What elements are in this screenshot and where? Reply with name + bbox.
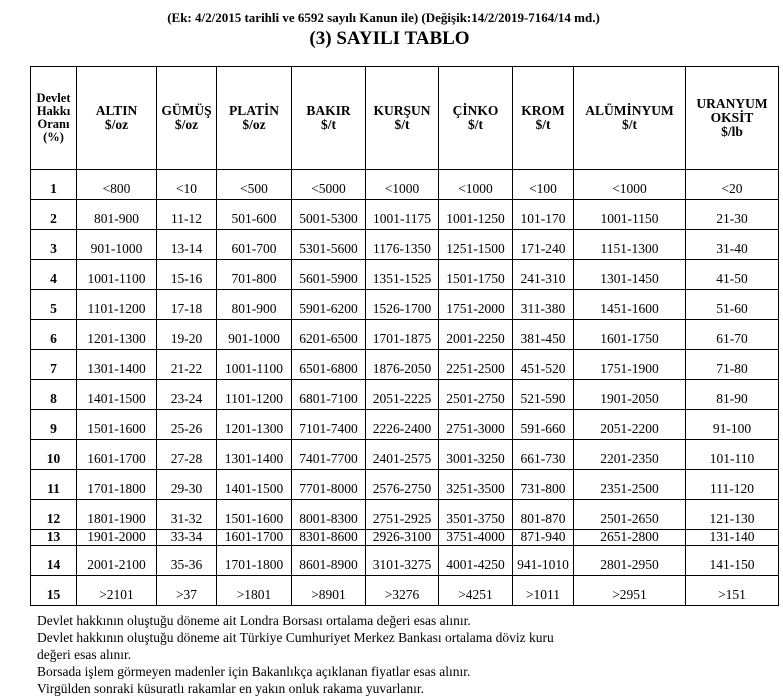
price-range-cell: 1301-1400: [217, 440, 292, 470]
price-range-cell: 3501-3750: [439, 500, 513, 530]
column-name: BAKIR: [306, 102, 351, 118]
price-range-cell: 451-520: [513, 350, 574, 380]
footnote: Devlet hakkının oluştuğu döneme ait Londra Borsası ortalama değeri esas alınır.: [37, 613, 471, 628]
price-range-cell: 7701-8000: [292, 470, 366, 500]
price-range-cell: 1201-1300: [77, 320, 157, 350]
price-range-cell: <500: [217, 170, 292, 200]
price-range-cell: 19-20: [157, 320, 217, 350]
table-row: [31, 546, 779, 576]
table-row: [31, 350, 779, 380]
price-range-cell: 2576-2750: [366, 470, 439, 500]
price-range-cell: 81-90: [686, 380, 779, 410]
price-range-cell: 4001-4250: [439, 546, 513, 576]
table-row: [31, 170, 779, 200]
price-range-cell: >151: [686, 576, 779, 606]
price-range-cell: <1000: [366, 170, 439, 200]
price-range-cell: <1000: [439, 170, 513, 200]
rate-cell: 8: [31, 380, 77, 410]
price-range-cell: 1751-1900: [574, 350, 686, 380]
rate-cell: 13: [31, 530, 77, 546]
footnote: Devlet hakkının oluştuğu döneme ait Türkiye Cumhuriyet Merkez Bankası ortalama döviz kuru: [37, 630, 554, 645]
price-range-cell: 2926-3100: [366, 530, 439, 546]
price-range-cell: 1901-2000: [77, 530, 157, 546]
column-unit: $/t: [468, 117, 483, 132]
price-range-cell: 801-900: [217, 290, 292, 320]
price-range-cell: <10: [157, 170, 217, 200]
column-unit: $/t: [394, 117, 410, 132]
price-range-cell: 13-14: [157, 230, 217, 260]
price-range-cell: 2751-2925: [366, 500, 439, 530]
column-name: URANYUM OKSİT: [696, 95, 768, 125]
price-range-cell: 941-1010: [513, 546, 574, 576]
price-range-cell: 5001-5300: [292, 200, 366, 230]
price-range-cell: >8901: [292, 576, 366, 606]
price-range-cell: 101-170: [513, 200, 574, 230]
price-range-cell: 501-600: [217, 200, 292, 230]
column-name: PLATİN: [228, 102, 279, 118]
price-range-cell: 23-24: [157, 380, 217, 410]
royalty-rate-table: [30, 66, 779, 606]
price-range-cell: 2751-3000: [439, 410, 513, 440]
price-range-cell: 1701-1800: [77, 470, 157, 500]
price-range-cell: 6501-6800: [292, 350, 366, 380]
footnote: değeri esas alınır.: [37, 647, 132, 662]
price-range-cell: 3001-3250: [439, 440, 513, 470]
table-row: [31, 200, 779, 230]
column-name: KROM: [521, 102, 565, 118]
price-range-cell: >2951: [574, 576, 686, 606]
price-range-cell: 2001-2100: [77, 546, 157, 576]
rate-cell: 6: [31, 320, 77, 350]
table-row: [31, 410, 779, 440]
rate-cell: 11: [31, 470, 77, 500]
price-range-cell: 1451-1600: [574, 290, 686, 320]
price-range-cell: 1001-1100: [77, 260, 157, 290]
price-range-cell: <1000: [574, 170, 686, 200]
column-unit: $/t: [622, 117, 637, 132]
price-range-cell: 31-40: [686, 230, 779, 260]
column-unit: $/oz: [174, 117, 199, 132]
price-range-cell: 1701-1800: [217, 546, 292, 576]
table-row: [31, 230, 779, 260]
footnote: Virgülden sonraki küsuratlı rakamlar en yakın onluk rakama yuvarlanır.: [37, 681, 424, 696]
price-range-cell: 901-1000: [77, 230, 157, 260]
column-header-silver: [157, 67, 217, 170]
price-range-cell: 2226-2400: [366, 410, 439, 440]
price-range-cell: 41-50: [686, 260, 779, 290]
rate-cell: 3: [31, 230, 77, 260]
price-range-cell: 7101-7400: [292, 410, 366, 440]
price-range-cell: 7401-7700: [292, 440, 366, 470]
price-range-cell: 35-36: [157, 546, 217, 576]
price-range-cell: 2351-2500: [574, 470, 686, 500]
price-range-cell: 21-30: [686, 200, 779, 230]
price-range-cell: <5000: [292, 170, 366, 200]
price-range-cell: >2101: [77, 576, 157, 606]
rate-cell: 1: [31, 170, 77, 200]
price-range-cell: 381-450: [513, 320, 574, 350]
price-range-cell: 1301-1400: [77, 350, 157, 380]
price-range-cell: 2501-2750: [439, 380, 513, 410]
table-row: [31, 260, 779, 290]
price-range-cell: 1526-1700: [366, 290, 439, 320]
price-range-cell: 1001-1100: [217, 350, 292, 380]
footnote: Borsada işlem görmeyen madenler için Bakanlıkça açıklanan fiyatlar esas alınır.: [37, 664, 471, 679]
page-title: (3) SAYILI TABLO: [309, 28, 470, 49]
table-row: [31, 290, 779, 320]
rate-cell: 7: [31, 350, 77, 380]
price-range-cell: 801-900: [77, 200, 157, 230]
column-name: ALTIN: [95, 102, 138, 118]
rate-cell: 14: [31, 546, 77, 576]
column-name: GÜMÜŞ: [161, 102, 212, 118]
price-range-cell: 91-100: [686, 410, 779, 440]
column-header-chrome: [513, 67, 574, 170]
column-unit: $/t: [321, 117, 336, 132]
price-range-cell: 2001-2250: [439, 320, 513, 350]
price-range-cell: 1001-1175: [366, 200, 439, 230]
column-header-rate: [31, 67, 77, 170]
price-range-cell: 601-700: [217, 230, 292, 260]
price-range-cell: 1501-1750: [439, 260, 513, 290]
price-range-cell: 2651-2800: [574, 530, 686, 546]
price-range-cell: 71-80: [686, 350, 779, 380]
rate-cell: 5: [31, 290, 77, 320]
price-range-cell: 5901-6200: [292, 290, 366, 320]
table-row: [31, 500, 779, 530]
price-range-cell: 5601-5900: [292, 260, 366, 290]
rate-cell: 10: [31, 440, 77, 470]
price-range-cell: 61-70: [686, 320, 779, 350]
column-name: Devlet Hakkı Oranı: [36, 90, 71, 131]
column-unit: $/oz: [104, 117, 129, 132]
price-range-cell: 661-730: [513, 440, 574, 470]
column-name: ÇİNKO: [452, 102, 499, 118]
rate-cell: 15: [31, 576, 77, 606]
price-range-cell: 801-870: [513, 500, 574, 530]
column-header-platinum: [217, 67, 292, 170]
price-range-cell: 3751-4000: [439, 530, 513, 546]
price-range-cell: 1601-1700: [217, 530, 292, 546]
price-range-cell: 311-380: [513, 290, 574, 320]
price-range-cell: 17-18: [157, 290, 217, 320]
price-range-cell: 1101-1200: [217, 380, 292, 410]
price-range-cell: 1701-1875: [366, 320, 439, 350]
price-range-cell: 21-22: [157, 350, 217, 380]
price-range-cell: 111-120: [686, 470, 779, 500]
price-range-cell: 1601-1700: [77, 440, 157, 470]
price-range-cell: 2801-2950: [574, 546, 686, 576]
rate-cell: 12: [31, 500, 77, 530]
price-range-cell: 1501-1600: [77, 410, 157, 440]
price-range-cell: 731-800: [513, 470, 574, 500]
rate-cell: 9: [31, 410, 77, 440]
price-range-cell: 8601-8900: [292, 546, 366, 576]
price-range-cell: 3101-3275: [366, 546, 439, 576]
price-range-cell: 1151-1300: [574, 230, 686, 260]
column-header-uranium-oxide: [686, 67, 779, 170]
price-range-cell: 1601-1750: [574, 320, 686, 350]
price-range-cell: 2501-2650: [574, 500, 686, 530]
price-range-cell: <100: [513, 170, 574, 200]
footnotes: [37, 612, 777, 697]
price-range-cell: 8001-8300: [292, 500, 366, 530]
price-range-cell: 15-16: [157, 260, 217, 290]
price-range-cell: 29-30: [157, 470, 217, 500]
price-range-cell: 521-590: [513, 380, 574, 410]
price-range-cell: 11-12: [157, 200, 217, 230]
price-range-cell: 1301-1450: [574, 260, 686, 290]
price-range-cell: 1251-1500: [439, 230, 513, 260]
price-range-cell: 33-34: [157, 530, 217, 546]
header-row: [31, 67, 779, 170]
price-range-cell: 1351-1525: [366, 260, 439, 290]
price-range-cell: 6201-6500: [292, 320, 366, 350]
price-range-cell: 2401-2575: [366, 440, 439, 470]
price-range-cell: 901-1000: [217, 320, 292, 350]
column-header-gold: [77, 67, 157, 170]
price-range-cell: 1001-1150: [574, 200, 686, 230]
price-range-cell: 2051-2200: [574, 410, 686, 440]
price-range-cell: 8301-8600: [292, 530, 366, 546]
price-range-cell: >37: [157, 576, 217, 606]
price-range-cell: 1901-2050: [574, 380, 686, 410]
price-range-cell: >4251: [439, 576, 513, 606]
price-range-cell: 25-26: [157, 410, 217, 440]
price-range-cell: 101-110: [686, 440, 779, 470]
price-range-cell: 2251-2500: [439, 350, 513, 380]
price-range-cell: 171-240: [513, 230, 574, 260]
price-range-cell: <800: [77, 170, 157, 200]
price-range-cell: 591-660: [513, 410, 574, 440]
price-range-cell: 1501-1600: [217, 500, 292, 530]
price-range-cell: >1011: [513, 576, 574, 606]
price-range-cell: 1401-1500: [217, 470, 292, 500]
column-header-aluminium: [574, 67, 686, 170]
price-range-cell: >1801: [217, 576, 292, 606]
price-range-cell: 27-28: [157, 440, 217, 470]
table-row: [31, 470, 779, 500]
price-range-cell: 121-130: [686, 500, 779, 530]
price-range-cell: 1876-2050: [366, 350, 439, 380]
price-range-cell: 871-940: [513, 530, 574, 546]
price-range-cell: 141-150: [686, 546, 779, 576]
price-range-cell: 2051-2225: [366, 380, 439, 410]
table-row: [31, 440, 779, 470]
price-range-cell: 1801-1900: [77, 500, 157, 530]
column-unit: (%): [43, 130, 64, 145]
price-range-cell: 1401-1500: [77, 380, 157, 410]
price-range-cell: 5301-5600: [292, 230, 366, 260]
price-range-cell: 1176-1350: [366, 230, 439, 260]
rate-cell: 4: [31, 260, 77, 290]
price-range-cell: 51-60: [686, 290, 779, 320]
table-row: [31, 320, 779, 350]
rate-cell: 2: [31, 200, 77, 230]
price-range-cell: 1751-2000: [439, 290, 513, 320]
price-range-cell: 1001-1250: [439, 200, 513, 230]
table-row: [31, 576, 779, 606]
amendment-note: (Ek: 4/2/2015 tarihli ve 6592 sayılı Kanun ile) (Değişik:14/2/2019-7164/14 md.): [167, 10, 600, 25]
column-header-copper: [292, 67, 366, 170]
price-range-cell: 241-310: [513, 260, 574, 290]
column-name: KURŞUN: [373, 102, 431, 118]
price-range-cell: 2201-2350: [574, 440, 686, 470]
table-body: [31, 170, 779, 606]
price-range-cell: 6801-7100: [292, 380, 366, 410]
column-unit: $/oz: [242, 117, 266, 132]
table-row: [31, 380, 779, 410]
price-range-cell: 31-32: [157, 500, 217, 530]
price-range-cell: <20: [686, 170, 779, 200]
price-range-cell: 1101-1200: [77, 290, 157, 320]
price-range-cell: 701-800: [217, 260, 292, 290]
price-range-cell: 3251-3500: [439, 470, 513, 500]
price-range-cell: >3276: [366, 576, 439, 606]
price-range-cell: 1201-1300: [217, 410, 292, 440]
column-unit: $/lb: [721, 124, 743, 140]
price-range-cell: 131-140: [686, 530, 779, 546]
column-name: ALÜMİNYUM: [585, 102, 674, 118]
column-unit: $/t: [535, 117, 551, 132]
column-header-lead: [366, 67, 439, 170]
table-row: [31, 530, 779, 546]
column-header-zinc: [439, 67, 513, 170]
